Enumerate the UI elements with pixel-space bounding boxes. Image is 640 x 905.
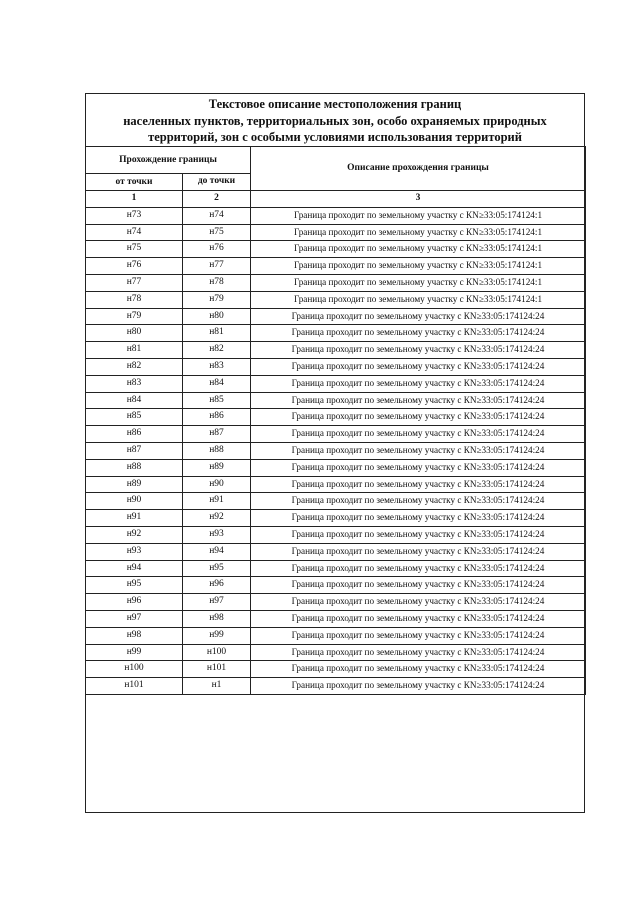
- table-row: [86, 241, 586, 258]
- description-cell: Граница проходит по земельному участку с КN≥33:05:174124:24: [251, 342, 586, 359]
- to-point-cell: н74: [183, 207, 251, 224]
- description-cell: Граница проходит по земельному участку с КN≥33:05:174124:24: [251, 375, 586, 392]
- table-row: [86, 577, 586, 594]
- document-title: [86, 96, 584, 146]
- to-point-cell: н1: [183, 678, 251, 695]
- description-cell: Граница проходит по земельному участку с КN≥33:05:174124:24: [251, 526, 586, 543]
- description-cell: Граница проходит по земельному участку с КN≥33:05:174124:1: [251, 258, 586, 275]
- to-point-cell: н94: [183, 543, 251, 560]
- to-point-cell: н76: [183, 241, 251, 258]
- description-cell: Граница проходит по земельному участку с КN≥33:05:174124:24: [251, 442, 586, 459]
- to-point-cell: н88: [183, 442, 251, 459]
- from-point-cell: н95: [86, 577, 183, 594]
- title-line-2: населенных пунктов, территориальных зон, особо охраняемых природных: [123, 113, 547, 128]
- from-point-cell: н90: [86, 493, 183, 510]
- from-point-cell: н88: [86, 459, 183, 476]
- to-point-cell: н78: [183, 274, 251, 291]
- description-cell: Граница проходит по земельному участку с КN≥33:05:174124:24: [251, 358, 586, 375]
- to-point-cell: н82: [183, 342, 251, 359]
- table-row: [86, 476, 586, 493]
- to-point-cell: н83: [183, 358, 251, 375]
- table-row: [86, 594, 586, 611]
- from-point-cell: н97: [86, 610, 183, 627]
- to-point-cell: н79: [183, 291, 251, 308]
- description-cell: Граница проходит по земельному участку с КN≥33:05:174124:1: [251, 224, 586, 241]
- description-cell: Граница проходит по земельному участку с КN≥33:05:174124:1: [251, 241, 586, 258]
- from-point-cell: н87: [86, 442, 183, 459]
- header-row-numbers: [86, 191, 586, 208]
- from-point-cell: н77: [86, 274, 183, 291]
- description-cell: Граница проходит по земельному участку с КN≥33:05:174124:24: [251, 661, 586, 678]
- to-point-cell: н85: [183, 392, 251, 409]
- description-cell: Граница проходит по земельному участку с КN≥33:05:174124:24: [251, 476, 586, 493]
- header-from-point: от точки: [86, 174, 183, 191]
- table-row: [86, 610, 586, 627]
- from-point-cell: н96: [86, 594, 183, 611]
- header-boundary-passage: Прохождение границы: [86, 147, 251, 174]
- to-point-cell: н96: [183, 577, 251, 594]
- to-point-cell: н95: [183, 560, 251, 577]
- to-point-cell: н97: [183, 594, 251, 611]
- table-row: [86, 426, 586, 443]
- title-line-1: Текстовое описание местоположения границ: [208, 97, 462, 111]
- header-col-number-2: 2: [183, 191, 251, 208]
- to-point-cell: н86: [183, 409, 251, 426]
- description-cell: Граница проходит по земельному участку с КN≥33:05:174124:1: [251, 207, 586, 224]
- description-cell: Граница проходит по земельному участку с КN≥33:05:174124:24: [251, 627, 586, 644]
- from-point-cell: н91: [86, 510, 183, 527]
- description-cell: Граница проходит по земельному участку с КN≥33:05:174124:24: [251, 594, 586, 611]
- boundary-table: [85, 146, 586, 695]
- from-point-cell: н98: [86, 627, 183, 644]
- table-row: [86, 644, 586, 661]
- to-point-cell: н93: [183, 526, 251, 543]
- table-row: [86, 207, 586, 224]
- table-row: [86, 358, 586, 375]
- from-point-cell: н75: [86, 241, 183, 258]
- to-point-cell: н87: [183, 426, 251, 443]
- from-point-cell: н89: [86, 476, 183, 493]
- from-point-cell: н84: [86, 392, 183, 409]
- header-col-number-1: 1: [86, 191, 183, 208]
- to-point-cell: н99: [183, 627, 251, 644]
- table-row: [86, 442, 586, 459]
- description-cell: Граница проходит по земельному участку с КN≥33:05:174124:1: [251, 274, 586, 291]
- to-point-cell: н75: [183, 224, 251, 241]
- description-cell: Граница проходит по земельному участку с КN≥33:05:174124:24: [251, 610, 586, 627]
- table-row: [86, 678, 586, 695]
- to-point-cell: н90: [183, 476, 251, 493]
- header-description: Описание прохождения границы: [251, 147, 586, 191]
- table-row: [86, 375, 586, 392]
- from-point-cell: н83: [86, 375, 183, 392]
- description-cell: Граница проходит по земельному участку с КN≥33:05:174124:24: [251, 678, 586, 695]
- table-row: [86, 493, 586, 510]
- description-cell: Граница проходит по земельному участку с КN≥33:05:174124:24: [251, 510, 586, 527]
- to-point-cell: н91: [183, 493, 251, 510]
- table-row: [86, 342, 586, 359]
- to-point-cell: н84: [183, 375, 251, 392]
- from-point-cell: н86: [86, 426, 183, 443]
- table-row: [86, 627, 586, 644]
- table-row: [86, 258, 586, 275]
- to-point-cell: н89: [183, 459, 251, 476]
- table-row: [86, 392, 586, 409]
- description-cell: Граница проходит по земельному участку с КN≥33:05:174124:24: [251, 493, 586, 510]
- description-cell: Граница проходит по земельному участку с КN≥33:05:174124:24: [251, 409, 586, 426]
- from-point-cell: н93: [86, 543, 183, 560]
- description-cell: Граница проходит по земельному участку с КN≥33:05:174124:1: [251, 291, 586, 308]
- header-col-number-3: 3: [251, 191, 586, 208]
- table-row: [86, 325, 586, 342]
- table-row: [86, 543, 586, 560]
- from-point-cell: н92: [86, 526, 183, 543]
- description-cell: Граница проходит по земельному участку с КN≥33:05:174124:24: [251, 308, 586, 325]
- from-point-cell: н76: [86, 258, 183, 275]
- to-point-cell: н81: [183, 325, 251, 342]
- to-point-cell: н92: [183, 510, 251, 527]
- to-point-cell: н101: [183, 661, 251, 678]
- to-point-cell: н77: [183, 258, 251, 275]
- table-row: [86, 308, 586, 325]
- from-point-cell: н78: [86, 291, 183, 308]
- description-cell: Граница проходит по земельному участку с КN≥33:05:174124:24: [251, 459, 586, 476]
- description-cell: Граница проходит по земельному участку с КN≥33:05:174124:24: [251, 644, 586, 661]
- from-point-cell: н73: [86, 207, 183, 224]
- table-row: [86, 661, 586, 678]
- from-point-cell: н82: [86, 358, 183, 375]
- title-line-3: территорий, зон с особыми условиями использования территорий: [148, 130, 522, 144]
- header-to-point: до точки: [183, 174, 251, 191]
- description-cell: Граница проходит по земельному участку с КN≥33:05:174124:24: [251, 543, 586, 560]
- header-row-group: [86, 147, 586, 174]
- from-point-cell: н74: [86, 224, 183, 241]
- table-row: [86, 510, 586, 527]
- from-point-cell: н85: [86, 409, 183, 426]
- table-row: [86, 224, 586, 241]
- description-cell: Граница проходит по земельному участку с КN≥33:05:174124:24: [251, 560, 586, 577]
- from-point-cell: н94: [86, 560, 183, 577]
- table-row: [86, 291, 586, 308]
- table-row: [86, 274, 586, 291]
- to-point-cell: н80: [183, 308, 251, 325]
- table-row: [86, 560, 586, 577]
- table-row: [86, 526, 586, 543]
- from-point-cell: н79: [86, 308, 183, 325]
- from-point-cell: н101: [86, 678, 183, 695]
- to-point-cell: н98: [183, 610, 251, 627]
- from-point-cell: н100: [86, 661, 183, 678]
- from-point-cell: н99: [86, 644, 183, 661]
- to-point-cell: н100: [183, 644, 251, 661]
- from-point-cell: н80: [86, 325, 183, 342]
- description-cell: Граница проходит по земельному участку с КN≥33:05:174124:24: [251, 325, 586, 342]
- description-cell: Граница проходит по земельному участку с КN≥33:05:174124:24: [251, 577, 586, 594]
- description-cell: Граница проходит по земельному участку с КN≥33:05:174124:24: [251, 392, 586, 409]
- table-row: [86, 459, 586, 476]
- description-cell: Граница проходит по земельному участку с КN≥33:05:174124:24: [251, 426, 586, 443]
- from-point-cell: н81: [86, 342, 183, 359]
- table-row: [86, 409, 586, 426]
